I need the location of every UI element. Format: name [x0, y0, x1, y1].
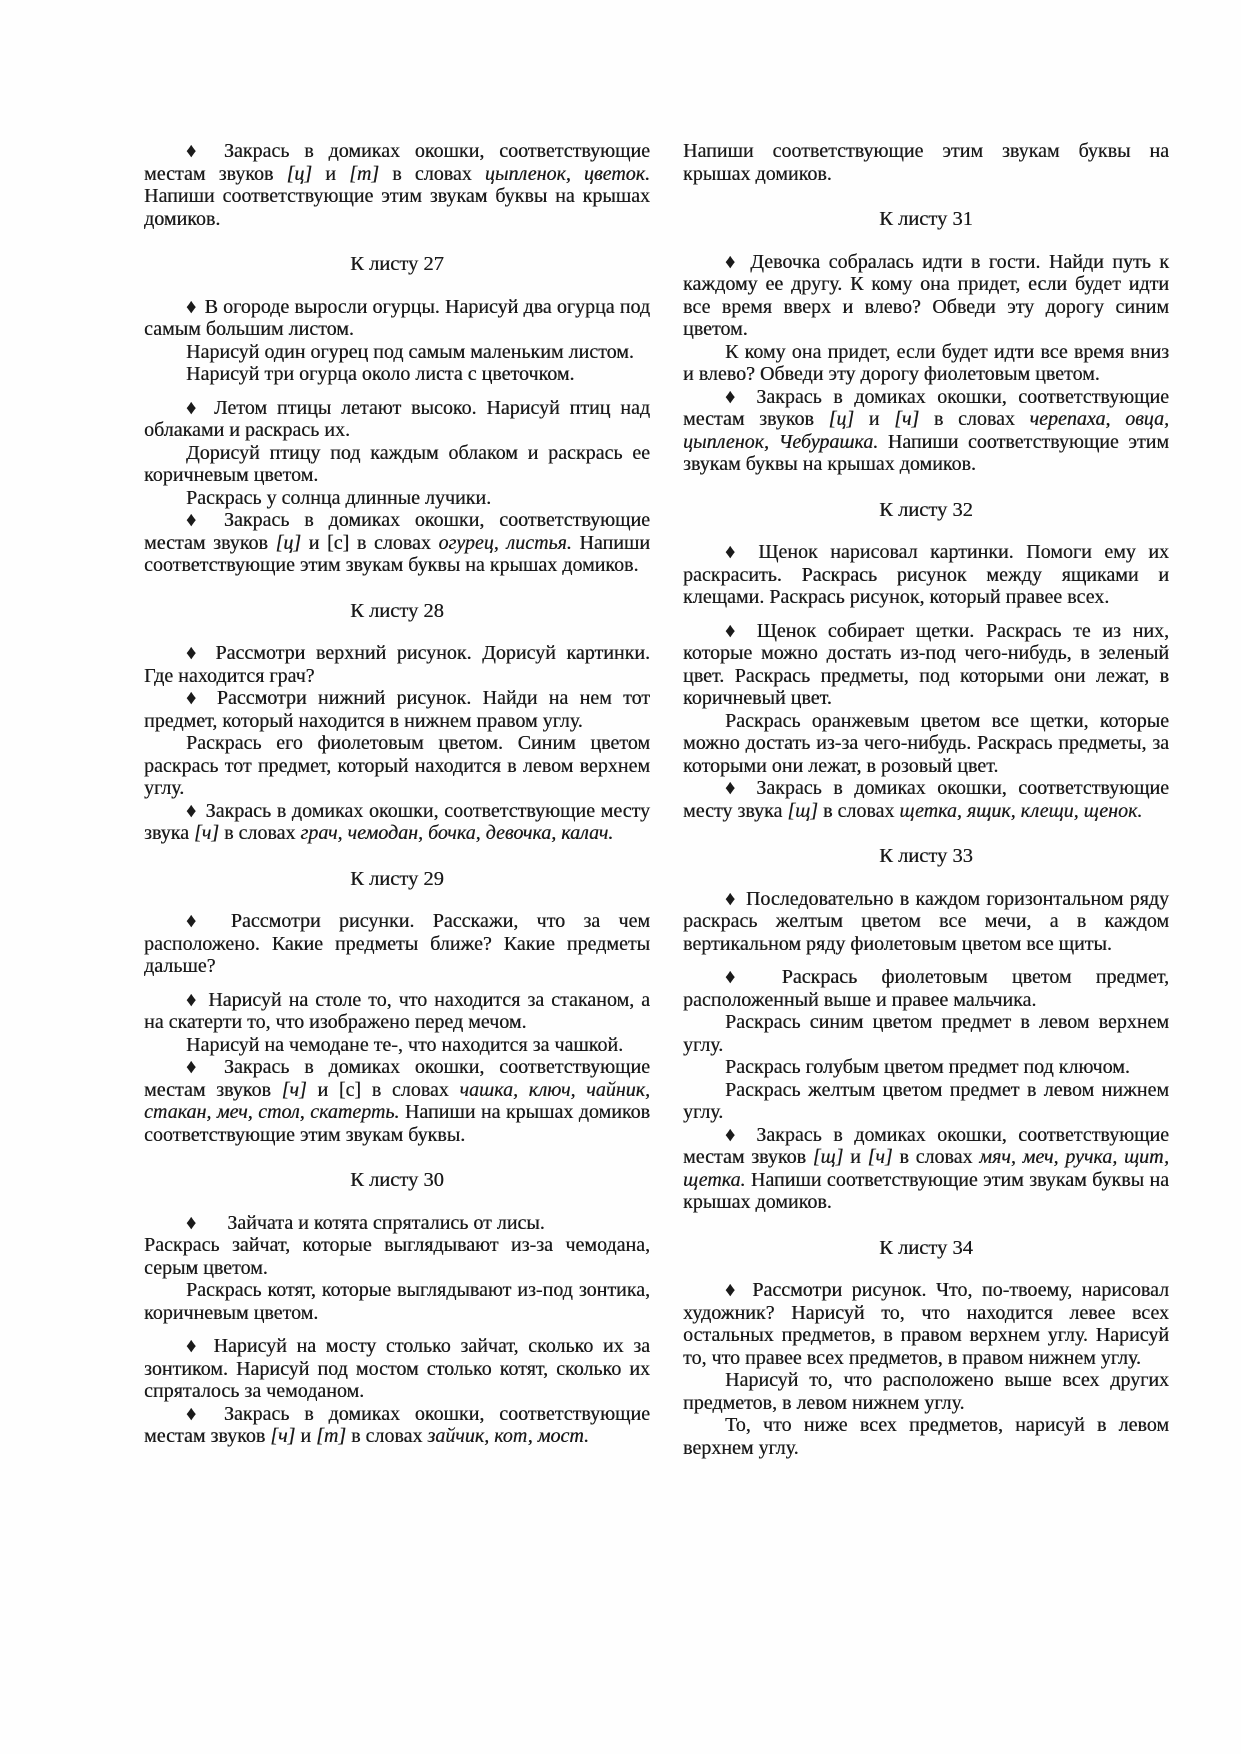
- paragraph: ♦ Щенок собирает щетки. Раскрась те из них, которые можно достать из-под чего-нибудь, в зеленый цвет. Раскрась предметы, под которыми они лежат, в коричневый цвет.: [683, 619, 1170, 709]
- paragraph: ♦ Рассмотри нижний рисунок. Найди на нем тот предмет, который находится в нижнем правом углу.: [144, 687, 650, 732]
- paragraph: Раскрась котят, которые выглядывают из-под зонтика, коричневым цветом.: [144, 1279, 650, 1324]
- emphasis-text: [ч]: [281, 1078, 307, 1101]
- paragraph: ♦ Закрась в домиках окошки, соответствующие местам звуков [щ] и [ч] в словах мяч, меч, ручка, щит, щетка. Напиши соответствующие этим звукам буквы на крышах домиков.: [683, 1123, 1169, 1213]
- paragraph: ♦ Нарисуй на мосту столько зайчат, сколько их за зонтиком. Нарисуй под мостом столько котят, сколько их спряталось за чемоданом.: [144, 1335, 650, 1402]
- emphasis-text: чашка, ключ, чайник, стакан, меч, стол, скатерть.: [144, 1078, 651, 1123]
- diamond-bullet-icon: ♦: [186, 396, 202, 419]
- paragraph: ♦ Закрась в домиках окошки, соответствующие месту звука [ч] в словах грач, чемодан, бочка, девочка, калач.: [144, 799, 650, 844]
- paragraph: Напиши соответствующие этим звукам буквы на крышах домиков.: [683, 140, 1169, 185]
- emphasis-text: [т]: [316, 1425, 347, 1447]
- diamond-bullet-icon: ♦: [186, 1335, 201, 1357]
- paragraph: ♦ Летом птицы летают высоко. Нарисуй птиц над облаками и раскрась их.: [144, 396, 651, 441]
- paragraph: ♦ Закрась в домиках окошки, соответствующие местам звуков [ц] и [т] в словах цыпленок, цветок. Напиши соответствующие этим звукам буквы на крышах домиков.: [144, 140, 651, 230]
- emphasis-text: [ц]: [275, 531, 302, 554]
- emphasis-text: [ц]: [286, 162, 313, 185]
- paragraph: Дорисуй птицу под каждым облаком и раскрась ее коричневым цветом.: [144, 441, 650, 486]
- diamond-bullet-icon: ♦: [725, 887, 737, 910]
- paragraph: ♦ Закрась в домиках окошки, соответствующие местам звуков [ц] и [ч] в словах черепаха, овца, цыпленок, Чебурашка. Напиши соответствующие этим звукам буквы на крышах домиков.: [683, 385, 1169, 475]
- diamond-bullet-icon: ♦: [725, 1123, 742, 1146]
- diamond-bullet-icon: ♦: [186, 509, 207, 531]
- section-heading: К листу 31: [879, 208, 973, 230]
- paragraph: ♦ Рассмотри верхний рисунок. Дорисуй картинки. Где находится грач?: [144, 642, 650, 687]
- paragraph: ♦ Щенок нарисовал картинки. Помоги ему их раскрасить. Раскрась рисунок между ящиками и клещами. Раскрась рисунок, который правее всех.: [683, 541, 1169, 608]
- paragraph: Раскрась зайчат, которые выглядывают из-за чемодана, серым цветом.: [144, 1234, 650, 1279]
- diamond-bullet-icon: ♦: [725, 250, 739, 273]
- diamond-bullet-icon: ♦: [186, 910, 210, 932]
- diamond-bullet-icon: ♦: [186, 687, 203, 709]
- emphasis-text: черепаха, овца, цыпленок, Чебурашка.: [683, 408, 1169, 453]
- emphasis-text: цыпленок, цветок.: [484, 162, 651, 185]
- text-columns: [144, 140, 1169, 1459]
- paragraph: ♦ Нарисуй на столе то, что находится за стаканом, а на скатерти то, что изображено перед мечом.: [144, 988, 650, 1033]
- paragraph: ♦ Закрась в домиках окошки, соответствующие месту звука [щ] в словах щетка, ящик, клещи, щенок.: [683, 777, 1169, 822]
- emphasis-text: [ч]: [270, 1425, 296, 1447]
- paragraph: ♦ Закрась в домиках окошки, соответствующие местам звуков [ч] и [с] в словах чашка, ключ, чайник, стакан, меч, стол, скатерть. Напиши на крышах домиков соответствующие этим звукам буквы.: [144, 1056, 651, 1146]
- diamond-bullet-icon: ♦: [725, 1279, 740, 1301]
- emphasis-text: [щ]: [812, 1146, 844, 1168]
- diamond-bullet-icon: ♦: [186, 988, 199, 1011]
- paragraph: ♦ Девочка собралась идти в гости. Найди путь к каждому ее другу. К кому она придет, если будет идти все время вверх и влево? Обведи эту дорогу синим цветом.: [683, 250, 1169, 340]
- paragraph: Раскрась у солнца длинные лучики.: [186, 486, 492, 509]
- paragraph: Раскрась оранжевым цветом все щетки, которые можно достать из-за чего-нибудь. Раскрась предметы, за которыми они лежат, в розовый цвет.: [683, 709, 1169, 777]
- paragraph: ♦ Закрась в домиках окошки, соответствующие местам звуков [ч] и [т] в словах зайчик, кот, мост.: [144, 1402, 650, 1447]
- emphasis-text: [ч]: [193, 822, 220, 844]
- diamond-bullet-icon: ♦: [186, 1211, 197, 1234]
- emphasis-text: [ц]: [828, 408, 855, 430]
- section-heading: К листу 29: [350, 867, 444, 890]
- paragraph: Раскрась голубым цветом предмет под ключом.: [725, 1056, 1130, 1078]
- paragraph: Раскрась его фиолетовым цветом. Синим цветом раскрась тот предмет, который находится в левом верхнем углу.: [144, 732, 650, 799]
- paragraph: Нарисуй три огурца около листа с цветочком.: [186, 363, 575, 385]
- diamond-bullet-icon: ♦: [725, 619, 742, 642]
- diamond-bullet-icon: ♦: [725, 777, 742, 799]
- emphasis-text: щетка, ящик, клещи, щенок.: [899, 799, 1143, 822]
- section-heading: К листу 32: [879, 498, 973, 521]
- section-heading: К листу 28: [350, 599, 444, 622]
- paragraph: К кому она придет, если будет идти все время вниз и влево? Обведи эту дорогу фиолетовым цветом.: [683, 340, 1169, 385]
- emphasis-text: грач, чемодан, бочка, девочка, калач.: [300, 822, 614, 844]
- column-left: [144, 140, 650, 1448]
- emphasis-text: [т]: [349, 162, 380, 185]
- column-right: [683, 140, 1169, 1459]
- diamond-bullet-icon: ♦: [186, 140, 207, 162]
- emphasis-text: огурец, листья.: [438, 531, 572, 554]
- paragraph: ♦ В огороде выросли огурцы. Нарисуй два огурца под самым большим листом.: [144, 295, 650, 340]
- diamond-bullet-icon: ♦: [725, 966, 755, 988]
- diamond-bullet-icon: ♦: [725, 541, 743, 563]
- paragraph: ♦ Зайчата и котята спрятались от лисы.: [186, 1211, 545, 1234]
- emphasis-text: мяч, меч, ручка, щит, щетка.: [683, 1146, 1169, 1191]
- paragraph: ♦ Рассмотри рисунки. Расскажи, что за чем расположено. Какие предметы ближе? Какие предметы дальше?: [144, 910, 650, 977]
- paragraph: Нарисуй на чемодане те-, что находится за чашкой.: [186, 1033, 624, 1056]
- section-heading: К листу 33: [879, 845, 973, 867]
- diamond-bullet-icon: ♦: [186, 1056, 207, 1078]
- paragraph: Раскрась синим цветом предмет в левом верхнем углу.: [683, 1011, 1169, 1056]
- section-heading: К листу 27: [350, 253, 444, 275]
- emphasis-text: [щ]: [787, 799, 819, 822]
- paragraph: Нарисуй один огурец под самым маленьким листом.: [186, 340, 634, 363]
- paragraph: ♦ Закрась в домиках окошки, соответствующие местам звуков [ц] и [с] в словах огурец, листья. Напиши соответствующие этим звукам буквы на крышах домиков.: [144, 509, 650, 576]
- paragraph: ♦ Последовательно в каждом горизонтальном ряду раскрась желтым цветом все мечи, а в каждом вертикальном ряду фиолетовым цветом все щиты.: [683, 887, 1169, 955]
- section-heading: К листу 30: [350, 1169, 444, 1191]
- emphasis-text: зайчик, кот, мост.: [427, 1425, 589, 1447]
- paragraph: ♦ Рассмотри рисунок. Что, по-твоему, нарисовал художник? Нарисуй то, что находится левее всех остальных предметов, в правом верхнем углу. Нарисуй то, что правее всех предметов, в правом нижнем углу.: [683, 1279, 1169, 1369]
- emphasis-text: [ч]: [894, 408, 920, 430]
- diamond-bullet-icon: ♦: [186, 799, 197, 822]
- paragraph: Нарисуй то, что расположено выше всех других предметов, в левом нижнем углу.: [683, 1369, 1169, 1414]
- diamond-bullet-icon: ♦: [186, 295, 197, 318]
- paragraph: То, что ниже всех предметов, нарисуй в левом верхнем углу.: [683, 1414, 1169, 1459]
- diamond-bullet-icon: ♦: [186, 1402, 207, 1425]
- paragraph: Раскрась желтым цветом предмет в левом нижнем углу.: [683, 1078, 1169, 1123]
- diamond-bullet-icon: ♦: [186, 642, 202, 664]
- section-heading: К листу 34: [879, 1236, 973, 1259]
- diamond-bullet-icon: ♦: [725, 385, 742, 408]
- emphasis-text: [ч]: [867, 1146, 893, 1168]
- paragraph: ♦ Раскрась фиолетовым цветом предмет, расположенный выше и правее мальчика.: [683, 966, 1169, 1011]
